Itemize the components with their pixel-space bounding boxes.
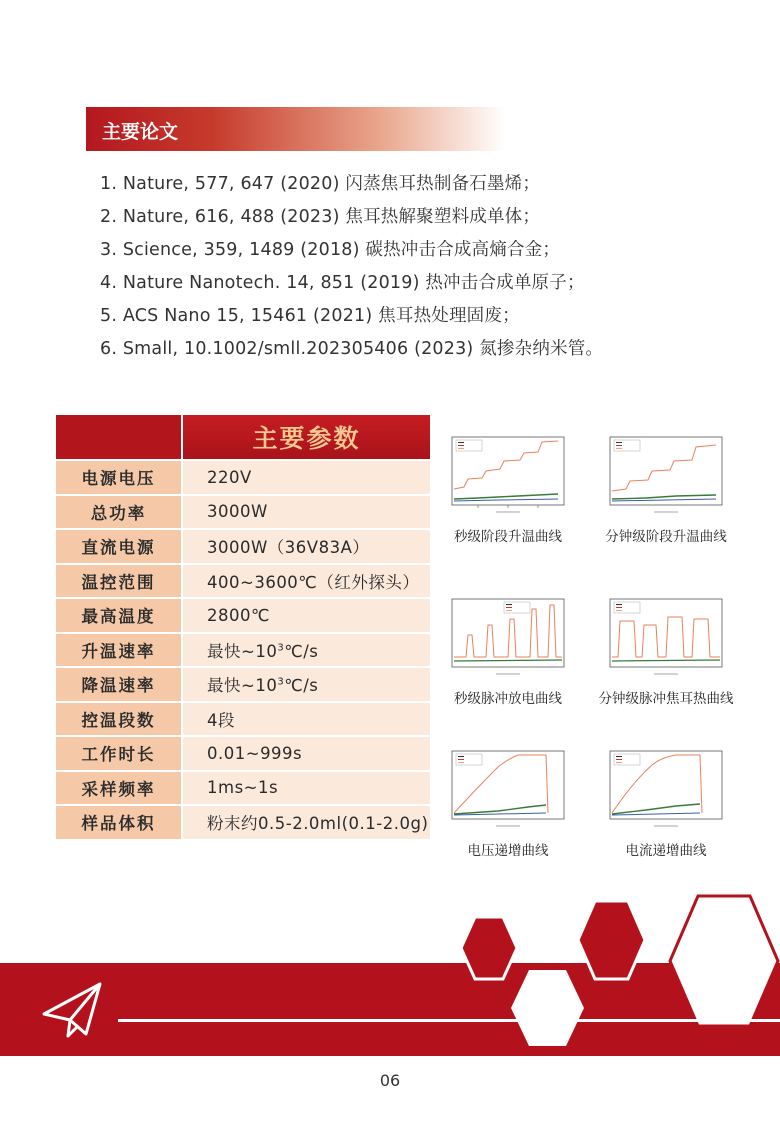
footer-line (118, 1019, 780, 1022)
params-header: 主要参数 (182, 414, 431, 460)
paper-item: 2. Nature, 616, 488 (2023) 焦耳热解聚塑料成单体； (100, 207, 541, 227)
value-text: 最快~10 (207, 641, 278, 661)
paper-item: 6. Small, 10.1002/smll.202305406 (2023) 氮掺杂纳米管。 (100, 339, 604, 359)
param-key: 工作时长 (55, 736, 182, 771)
paper-item: 5. ACS Nano 15, 15461 (2021) 焦耳热处理固废； (100, 306, 520, 326)
paper-plane-icon (40, 980, 106, 1040)
figure-caption: 秒级脉冲放电曲线 (454, 691, 562, 707)
param-value: 4段 (182, 702, 431, 737)
section-title: 主要论文 (102, 121, 179, 143)
value-exponent: 3 (277, 676, 285, 688)
param-key: 样品体积 (55, 805, 182, 840)
param-value: 1ms~1s (182, 771, 431, 806)
figure-caption: 电流递增曲线 (625, 843, 707, 859)
param-key: 总功率 (55, 495, 182, 530)
param-value: 0.01~999s (182, 736, 431, 771)
value-unit: ℃/s (284, 676, 319, 696)
value-text: 最快~10 (207, 676, 278, 696)
param-key: 温控范围 (55, 564, 182, 599)
param-key: 最高温度 (55, 598, 182, 633)
figure-caption: 电压递增曲线 (467, 843, 549, 859)
param-value: 3000W (182, 495, 431, 530)
paper-item: 1. Nature, 577, 647 (2020) 闪蒸焦耳热制备石墨烯； (100, 174, 541, 194)
param-key: 降温速率 (55, 667, 182, 702)
value-exponent: 3 (277, 642, 285, 654)
param-key: 电源电压 (55, 460, 182, 495)
param-value: 220V (182, 460, 431, 495)
param-key: 直流电源 (55, 529, 182, 564)
paper-item: 4. Nature Nanotech. 14, 851 (2019) 热冲击合成单原子； (100, 273, 585, 293)
figure-caption: 分钟级脉冲焦耳热曲线 (598, 691, 734, 707)
param-value: 粉末约0.5-2.0ml(0.1-2.0g) (182, 805, 431, 840)
param-key: 升温速率 (55, 633, 182, 668)
param-value: 3000W（36V83A） (182, 529, 431, 564)
paper-item: 3. Science, 359, 1489 (2018) 碳热冲击合成高熵合金； (100, 240, 561, 260)
param-key: 控温段数 (55, 702, 182, 737)
figure-caption: 分钟级阶段升温曲线 (605, 529, 727, 545)
param-value: 400~3600℃（红外探头） (182, 564, 431, 599)
param-key: 采样频率 (55, 771, 182, 806)
figure-caption: 秒级阶段升温曲线 (454, 529, 562, 545)
value-unit: ℃/s (284, 641, 319, 661)
param-value: 2800℃ (182, 598, 431, 633)
page-number: 06 (379, 1071, 401, 1090)
